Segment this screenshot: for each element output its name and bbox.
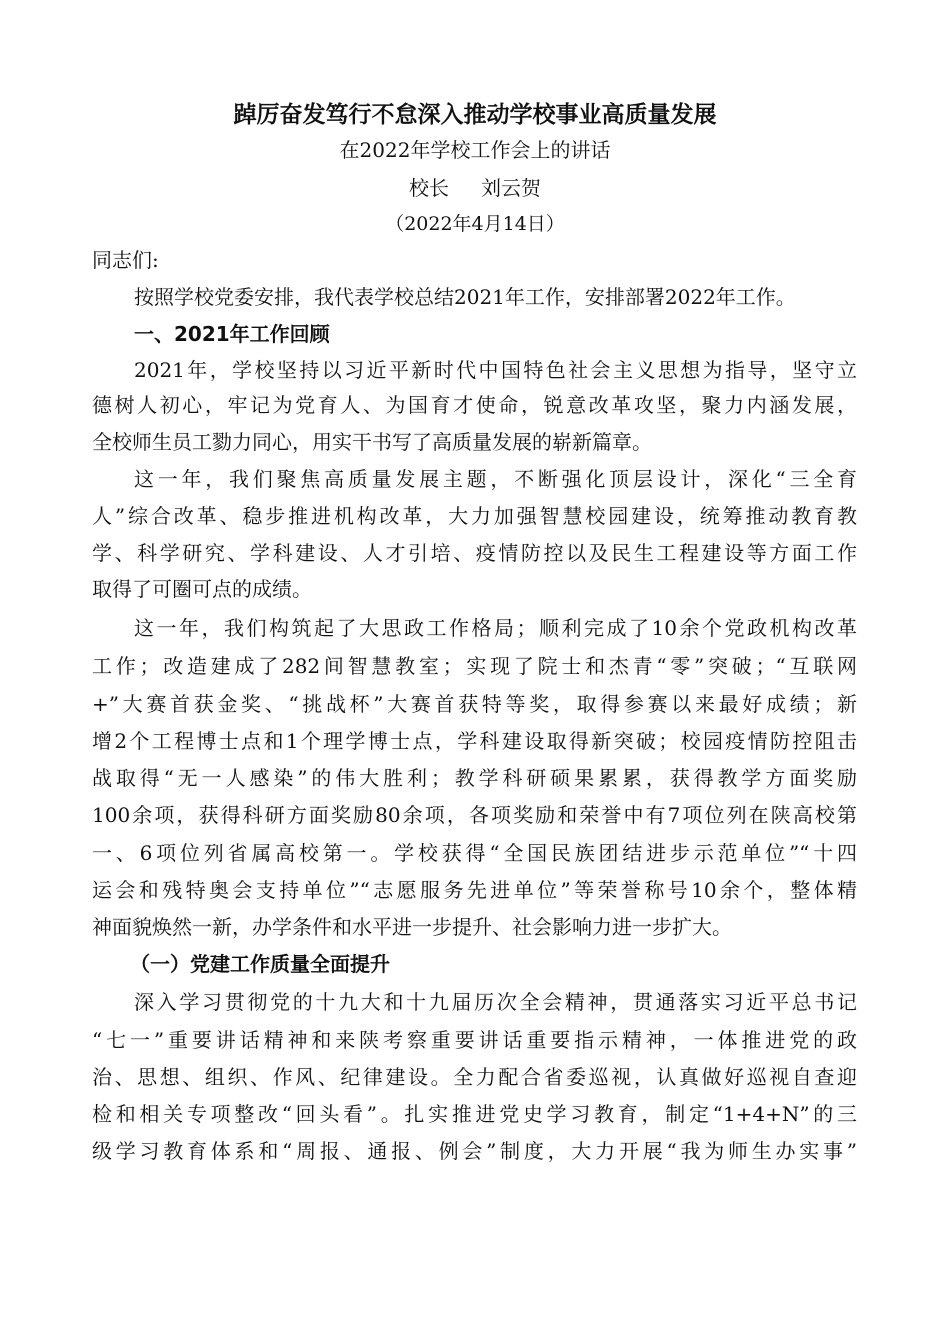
paragraph-line: 全校师生员工勠力同心，用实干书写了高质量发展的崭新篇章。 [92, 430, 652, 454]
paragraph-line: 运会和残特奥会支持单位”“志愿服务先进单位”等荣誉称号10余个，整体精 [92, 878, 857, 902]
speech-date: （2022年4月14日） [385, 213, 565, 235]
speaker-name: 刘云贺 [481, 176, 541, 200]
salutation: 同志们: [92, 248, 159, 272]
paragraph-line: 治、思想、组织、作风、纪律建设。全力配合省委巡视，认真做好巡视自查迎 [92, 1065, 857, 1089]
paragraph-line: 增2个工程博士点和1个理学博士点，学科建设取得新突破；校园疫情防控阻击 [92, 729, 857, 753]
document-subtitle: 在2022年学校工作会上的讲话 [339, 138, 611, 162]
document-title: 踔厉奋发笃行不怠深入推动学校事业高质量发展 [233, 101, 717, 128]
paragraph-line: 这一年，我们聚焦高质量发展主题，不断强化顶层设计，深化“三全育 [134, 467, 857, 491]
paragraph-line: 取得了可圈可点的成绩。 [92, 577, 312, 601]
paragraph-line: 工作；改造建成了282间智慧教室；实现了院士和杰青“零”突破；“互联网 [92, 654, 857, 678]
paragraph-line: “七一”重要讲话精神和来陕考察重要讲话重要指示精神，一体推进党的政 [92, 1028, 857, 1052]
paragraph-line: 这一年，我们构筑起了大思政工作格局；顺利完成了10余个党政机构改革 [134, 616, 857, 640]
speaker-role: 校长 [409, 176, 449, 200]
paragraph-line: 学、科学研究、学科建设、人才引培、疫情防控以及民生工程建设等方面工作 [92, 541, 857, 565]
paragraph-line: 深入学习贯彻党的十九大和十九届历次全会精神，贯通落实习近平总书记 [134, 990, 857, 1014]
paragraph-line: 100余项，获得科研方面奖励80余项，各项奖励和荣誉中有7项位列在陕高校第 [92, 803, 857, 827]
speaker-line [0, 172, 950, 201]
intro-paragraph: 按照学校党委安排，我代表学校总结2021年工作，安排部署2022年工作。 [134, 285, 796, 309]
paragraph-line: 级学习教育体系和“周报、通报、例会”制度，大力开展“我为师生办实事” [92, 1139, 857, 1163]
paragraph-line: 战取得“无一人感染”的伟大胜利；教学科研硕果累累，获得教学方面奖励 [92, 766, 857, 790]
paragraph-line: +”大赛首获金奖、“挑战杯”大赛首获特等奖，取得参赛以来最好成绩；新 [92, 692, 857, 716]
subsection-heading: （一）党建工作质量全面提升 [130, 952, 390, 976]
paragraph-line: 检和相关专项整改“回头看”。扎实推进党史学习教育，制定“1+4+N”的三 [92, 1102, 857, 1126]
paragraph-line: 德树人初心，牢记为党育人、为国育才使命，锐意改革攻坚，聚力内涵发展， [92, 393, 857, 417]
paragraph-line: 神面貌焕然一新，办学条件和水平进一步提升、社会影响力进一步扩大。 [92, 915, 732, 939]
paragraph-line: 一、6项位列省属高校第一。学校获得“全国民族团结进步示范单位”“十四 [92, 841, 857, 865]
paragraph-line: 人”综合改革、稳步推进机构改革，大力加强智慧校园建设，统筹推动教育教 [92, 504, 857, 528]
section-heading: 一、2021年工作回顾 [134, 322, 330, 346]
paragraph-line: 2021年，学校坚持以习近平新时代中国特色社会主义思想为指导，坚守立 [134, 358, 857, 382]
